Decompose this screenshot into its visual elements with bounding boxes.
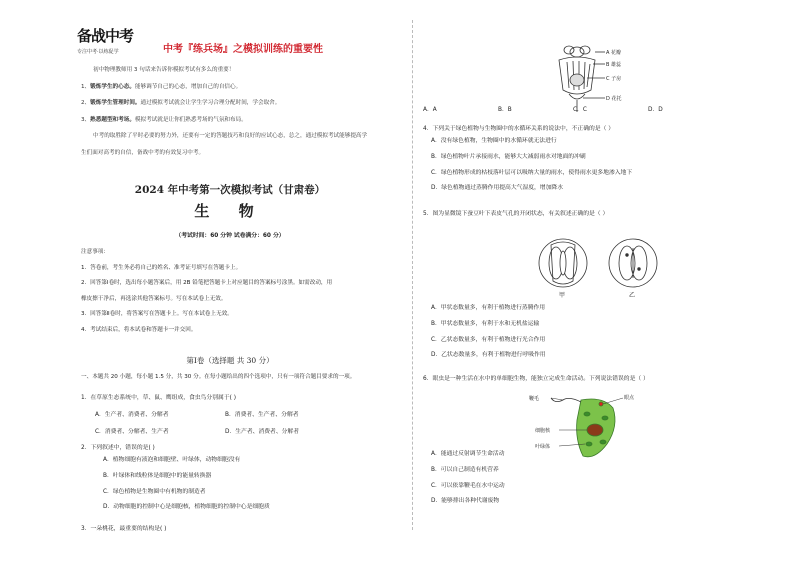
intro-point-2: 2、锻炼学生管理时间。通过模拟考试就会让学生学习合理分配时间，学会取舍。 <box>81 100 281 106</box>
question-6-options <box>431 447 505 510</box>
flower-label-c: C 子房 <box>606 76 622 82</box>
euglena-label-nucleus: 细胞核 <box>535 428 551 434</box>
option[interactable]: A．A <box>423 107 437 113</box>
promo-title: 中考『练兵场』之模拟训练的重要性 <box>163 44 323 55</box>
question-3-options <box>423 104 753 113</box>
intro-point-3: 3、熟悉题型和考场。模拟考试就是让你们熟悉考场的气氛和布局。 <box>81 116 247 123</box>
question-1-stem: 1．在草原生态系统中，草、鼠、鹰组成，食虫鸟分别属于( ) <box>81 395 236 401</box>
notes-heading: 注意事项： <box>81 249 109 255</box>
option[interactable]: A．没有绿色植物，生物圈中的水循环就无法进行 <box>431 138 557 144</box>
euglena-label-chloroplast: 叶绿体 <box>535 444 551 450</box>
logo-text: 备战中考 <box>77 27 134 45</box>
euglena-label-flagellum: 鞭毛 <box>529 396 540 402</box>
column-divider <box>412 20 413 530</box>
option[interactable]: D．生产者、消费者、分解者 <box>225 429 300 435</box>
flower-drawing <box>559 46 605 112</box>
notes-line: 4．考试结束后，将本试卷和答题卡一并交回。 <box>81 326 197 333</box>
intro-closing-2: 生们面对高考的自信，备战中考的有效复习中考。 <box>81 149 205 156</box>
question-6-stem: 6．眼虫是一种生活在水中的单细胞生物，能独立完成生命活动。下列说法错误的是（ ） <box>423 376 649 382</box>
option[interactable]: B．叶绿体和线粒体是细胞中的能量转换器 <box>103 472 212 479</box>
option[interactable]: D．乙状态数量多，有利于植物进行呼吸作用 <box>431 352 546 359</box>
option[interactable]: C．C <box>573 107 587 113</box>
question-2-options <box>103 453 270 516</box>
option[interactable]: B．甲状态数量多，有利于水和无机盐运输 <box>431 320 540 327</box>
right-column <box>423 20 753 530</box>
question-1-options <box>95 409 355 435</box>
intro-closing-1: 中考的取胜除了平时必要的努力外，还要有一定的答题技巧和良好的应试心态，总之，通过模拟考试能够提高学 <box>93 133 368 139</box>
stomata-drawing <box>539 239 657 287</box>
option[interactable]: D．D <box>648 107 663 113</box>
stomata-label-jia: 甲 <box>559 292 566 299</box>
exam-page <box>55 20 755 530</box>
notes-line: 2．回答第Ⅰ卷时，选出每小题答案后，用 2B 铅笔把答题卡上对应题目的答案标号涂黑。如需改动，用 <box>81 280 333 286</box>
option[interactable]: B．B <box>498 107 512 113</box>
stomata-label-yi: 乙 <box>629 292 636 299</box>
left-column <box>55 20 405 530</box>
option[interactable]: C．绿色植物是生物圈中有机物的制造者 <box>103 488 206 495</box>
stomata-diagram <box>523 235 703 300</box>
exam-notes <box>81 245 405 338</box>
section-title: 第Ⅰ卷（选择题 共 30 分） <box>186 356 274 365</box>
option[interactable]: D．能够排出各种代谢废物 <box>431 498 500 505</box>
euglena-drawing <box>551 398 615 457</box>
flower-label-b: B 雄蕊 <box>606 62 622 68</box>
option[interactable]: B．绿色植物叶片承接雨水，能够大大减弱雨水对地面的冲刷 <box>431 153 586 160</box>
exam-subject: 生 物 <box>194 202 266 220</box>
option[interactable]: C．乙状态数量多，有利于植物进行光合作用 <box>431 336 546 343</box>
section-description: 一、本题共 20 小题，每小题 1.5 分，共 30 分。在每小题给出的四个选项中，只有一项符合题目要求的一项。 <box>81 374 356 380</box>
option[interactable]: B．消费者、生产者、分解者 <box>225 412 299 418</box>
option[interactable]: A．生产者、消费者、分解者 <box>95 412 169 418</box>
option[interactable]: C．消费者、分解者、生产者 <box>95 429 169 435</box>
exam-meta: （考试时间：60 分钟 试卷满分：60 分） <box>175 233 285 239</box>
brand-logo <box>77 25 145 65</box>
euglena-diagram <box>523 390 653 462</box>
notes-line: 3．回答第Ⅱ卷时，将答案写在答题卡上。写在本试卷上无效。 <box>81 311 233 317</box>
option[interactable]: C．绿色植物形成的枯枝落叶层可以吸纳大量的雨水，使得雨水更多地渗入地下 <box>431 169 633 176</box>
intro-point-1: 1、锻炼学生的心态。能够调节自己的心态，增加自己的自信心。 <box>81 83 242 90</box>
option[interactable]: A．植物细胞有液泡和细胞壁、叶绿体，动物细胞没有 <box>103 457 241 463</box>
intro-section <box>81 62 403 161</box>
option[interactable]: A．甲状态数量多，有利于植物进行蒸腾作用 <box>431 305 546 311</box>
euglena-label-eyespot: 眼点 <box>624 395 635 401</box>
question-4-options <box>431 134 632 197</box>
option[interactable]: C．可以依靠鞭毛在水中运动 <box>431 482 505 489</box>
question-5-stem: 5．图为显微镜下蚕豆叶下表皮气孔的开闭状态，有关叙述正确的是（ ） <box>423 211 609 217</box>
intro-lead: 初中物理教师用 3 句话来告诉你模拟考试有多么的重要！ <box>93 67 235 73</box>
question-5-options <box>431 301 546 364</box>
option[interactable]: A．能通过反射调节生命活动 <box>431 451 505 457</box>
option[interactable]: B．可以自己制造有机营养 <box>431 466 499 473</box>
logo-subtext: 专注中考·以练促学 <box>77 49 119 55</box>
notes-line: 1．答卷前，考生务必将自己的姓名、准考证号填写在答题卡上。 <box>81 264 242 271</box>
notes-line: 橡皮擦干净后，再选涂其他答案标号。写在本试卷上无效。 <box>81 295 227 302</box>
question-2-stem: 2．下列叙述中，错误的是( ) <box>81 445 155 451</box>
flower-label-d: D 花托 <box>606 96 622 102</box>
question-4-stem: 4．下列关于绿色植物与生物圈中的水循环关系的说法中，不正确的是（ ） <box>423 126 615 132</box>
exam-title: 2024 年中考第一次模拟考试（甘肃卷） <box>134 184 326 196</box>
question-3-stem: 3．一朵桃花，最重要的结构是( ) <box>81 526 167 532</box>
flower-label-a: A 花瓣 <box>606 50 622 56</box>
option[interactable]: D．动物细胞的控制中心是细胞核，植物细胞的控制中心是细胞质 <box>103 504 270 511</box>
option[interactable]: D．绿色植物通过蒸腾作用提高大气湿度，增加降水 <box>431 185 563 192</box>
